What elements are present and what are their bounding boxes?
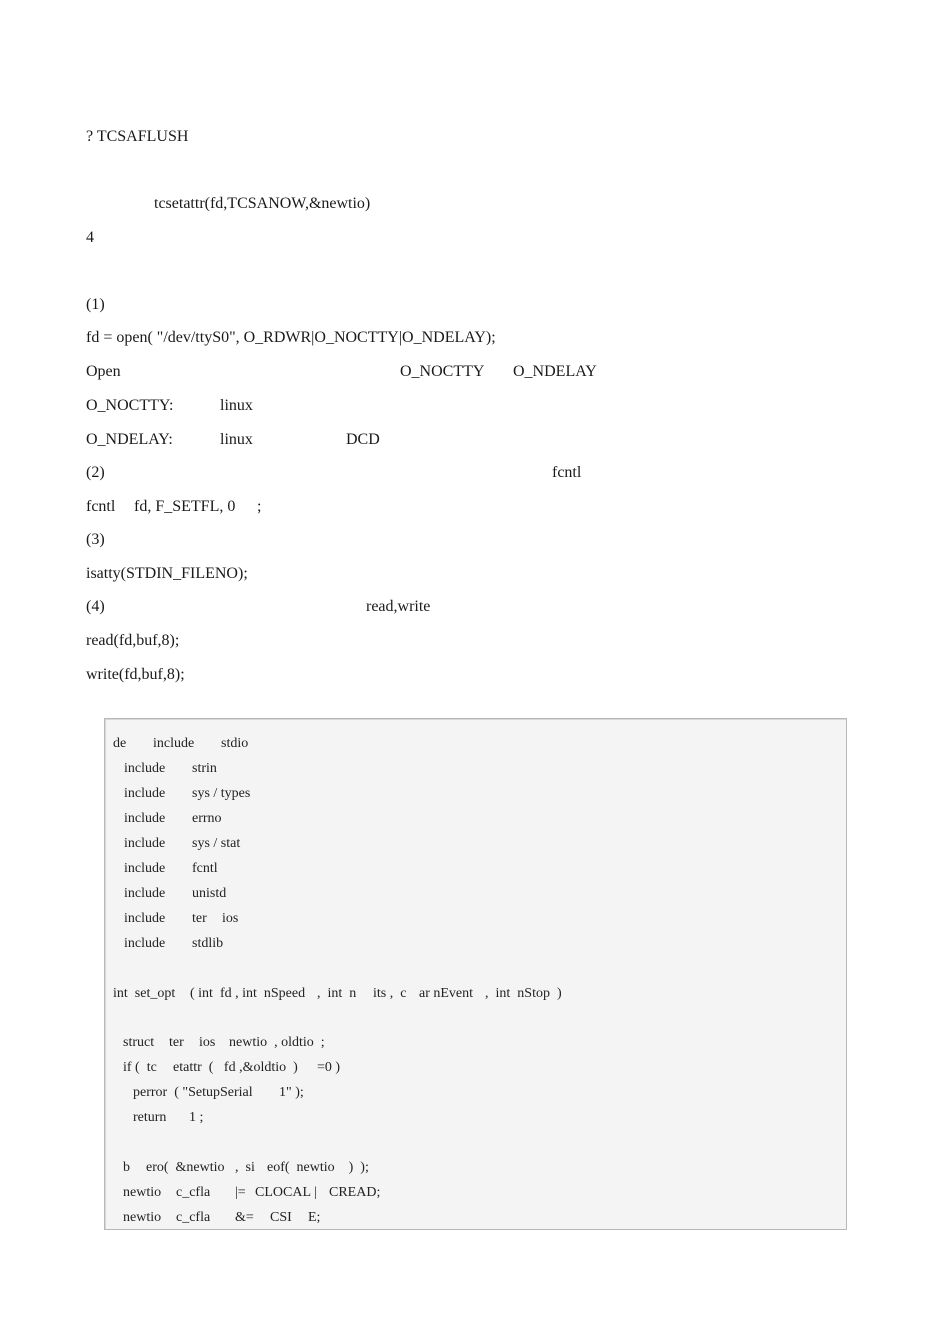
text-ndelay-part-2: linux — [220, 431, 253, 448]
code-struct-decl-part-4: newtio , oldtio ; — [229, 1035, 325, 1050]
code-set-opt-sig-part-4: its , c — [373, 986, 407, 1001]
code-inc-stat-part-2: sys / stat — [192, 836, 241, 851]
code-return-part-1: return — [133, 1110, 167, 1125]
code-perror-part-2: 1" ); — [279, 1085, 304, 1100]
code-inc-types-part-1: include — [124, 786, 166, 801]
text-fcntl-call-part-3: ; — [257, 498, 262, 515]
text-noctty-part-2: linux — [220, 397, 253, 414]
code-inc-stdio-part-1: de — [113, 736, 127, 751]
code-inc-fcntl-part-1: include — [124, 861, 166, 876]
code-listing — [104, 718, 847, 1230]
code-struct-decl-part-2: ter — [169, 1035, 184, 1050]
code-return-part-2: 1 ; — [189, 1110, 204, 1125]
text-tcsetattr: tcsetattr(fd,TCSANOW,&newtio) — [154, 195, 371, 212]
code-inc-string-part-1: include — [124, 761, 166, 776]
code-bzero-part-2: ero( &newtio , si — [146, 1160, 255, 1175]
code-inc-termios-part-1: include — [124, 911, 166, 926]
text-fcntl-call-part-1: fcntl — [86, 498, 116, 515]
code-inc-termios-part-3: ios — [222, 911, 239, 926]
code-cflag-and-part-5: E; — [308, 1210, 321, 1225]
text-noctty-part-1: O_NOCTTY: — [86, 397, 174, 414]
text-open-desc-part-2: O_NOCTTY — [400, 363, 485, 380]
text-step-4-part-2: read,write — [366, 598, 431, 615]
text-step-2-part-2: fcntl — [552, 464, 582, 481]
code-inc-fcntl-part-2: fcntl — [192, 861, 218, 876]
code-inc-stdio-part-2: include — [153, 736, 195, 751]
text-section-4: 4 — [86, 229, 94, 246]
code-cflag-or-part-3: |= — [235, 1185, 246, 1200]
code-struct-decl-part-3: ios — [199, 1035, 216, 1050]
code-if-tcgetattr-part-1: if ( tc — [123, 1060, 157, 1075]
code-perror-part-1: perror ( "SetupSerial — [133, 1085, 253, 1100]
code-struct-decl-part-1: struct — [123, 1035, 155, 1050]
code-cflag-or-part-5: CREAD; — [329, 1185, 381, 1200]
code-inc-stat-part-1: include — [124, 836, 166, 851]
code-cflag-and-part-1: newtio — [123, 1210, 162, 1225]
code-bzero-part-1: b — [123, 1160, 130, 1175]
text-fcntl-call-part-2: fd, F_SETFL, 0 — [134, 498, 236, 515]
code-inc-termios-part-2: ter — [192, 911, 207, 926]
text-isatty-call: isatty(STDIN_FILENO); — [86, 565, 248, 582]
code-inc-stdlib-part-1: include — [124, 936, 166, 951]
code-if-tcgetattr-part-3: =0 ) — [317, 1060, 341, 1075]
code-set-opt-sig-part-1: int set_opt — [113, 986, 176, 1001]
code-set-opt-sig-part-2: ( int fd , int nSpeed — [190, 986, 306, 1001]
code-inc-stdio-part-3: stdio — [221, 736, 249, 751]
text-step-3: (3) — [86, 531, 105, 548]
text-open-desc-part-1: Open — [86, 363, 121, 380]
text-open-desc-part-3: O_NDELAY — [513, 363, 597, 380]
text-ndelay-part-1: O_NDELAY: — [86, 431, 173, 448]
code-set-opt-sig-part-3: , int n — [317, 986, 357, 1001]
text-step-1: (1) — [86, 296, 105, 313]
text-step-2-part-1: (2) — [86, 464, 105, 481]
code-cflag-or-part-1: newtio — [123, 1185, 162, 1200]
text-step-4-part-1: (4) — [86, 598, 105, 615]
code-inc-types-part-2: sys / types — [192, 786, 251, 801]
code-cflag-and-part-3: &= — [235, 1210, 254, 1225]
code-bzero-part-3: eof( newtio ) ); — [267, 1160, 369, 1175]
code-inc-unistd-part-1: include — [124, 886, 166, 901]
code-set-opt-sig-part-5: ar nEvent — [419, 986, 474, 1001]
code-set-opt-sig-part-6: , int nStop ) — [485, 986, 562, 1001]
code-if-tcgetattr-part-2: etattr ( fd ,&oldtio ) — [173, 1060, 298, 1075]
code-cflag-or-part-2: c_cfla — [176, 1185, 211, 1200]
text-tcsaflush: ? TCSAFLUSH — [86, 128, 189, 145]
code-inc-unistd-part-2: unistd — [192, 886, 227, 901]
code-inc-errno-part-2: errno — [192, 811, 222, 826]
text-open-call: fd = open( "/dev/ttyS0", O_RDWR|O_NOCTTY|O_NDELAY); — [86, 329, 496, 346]
code-cflag-or-part-4: CLOCAL | — [255, 1185, 317, 1200]
code-cflag-and-part-4: CSI — [270, 1210, 292, 1225]
text-write-call: write(fd,buf,8); — [86, 666, 185, 683]
code-inc-stdlib-part-2: stdlib — [192, 936, 224, 951]
code-inc-errno-part-1: include — [124, 811, 166, 826]
code-cflag-and-part-2: c_cfla — [176, 1210, 211, 1225]
text-read-call: read(fd,buf,8); — [86, 632, 180, 649]
code-inc-string-part-2: strin — [192, 761, 217, 776]
text-ndelay-part-3: DCD — [346, 431, 380, 448]
